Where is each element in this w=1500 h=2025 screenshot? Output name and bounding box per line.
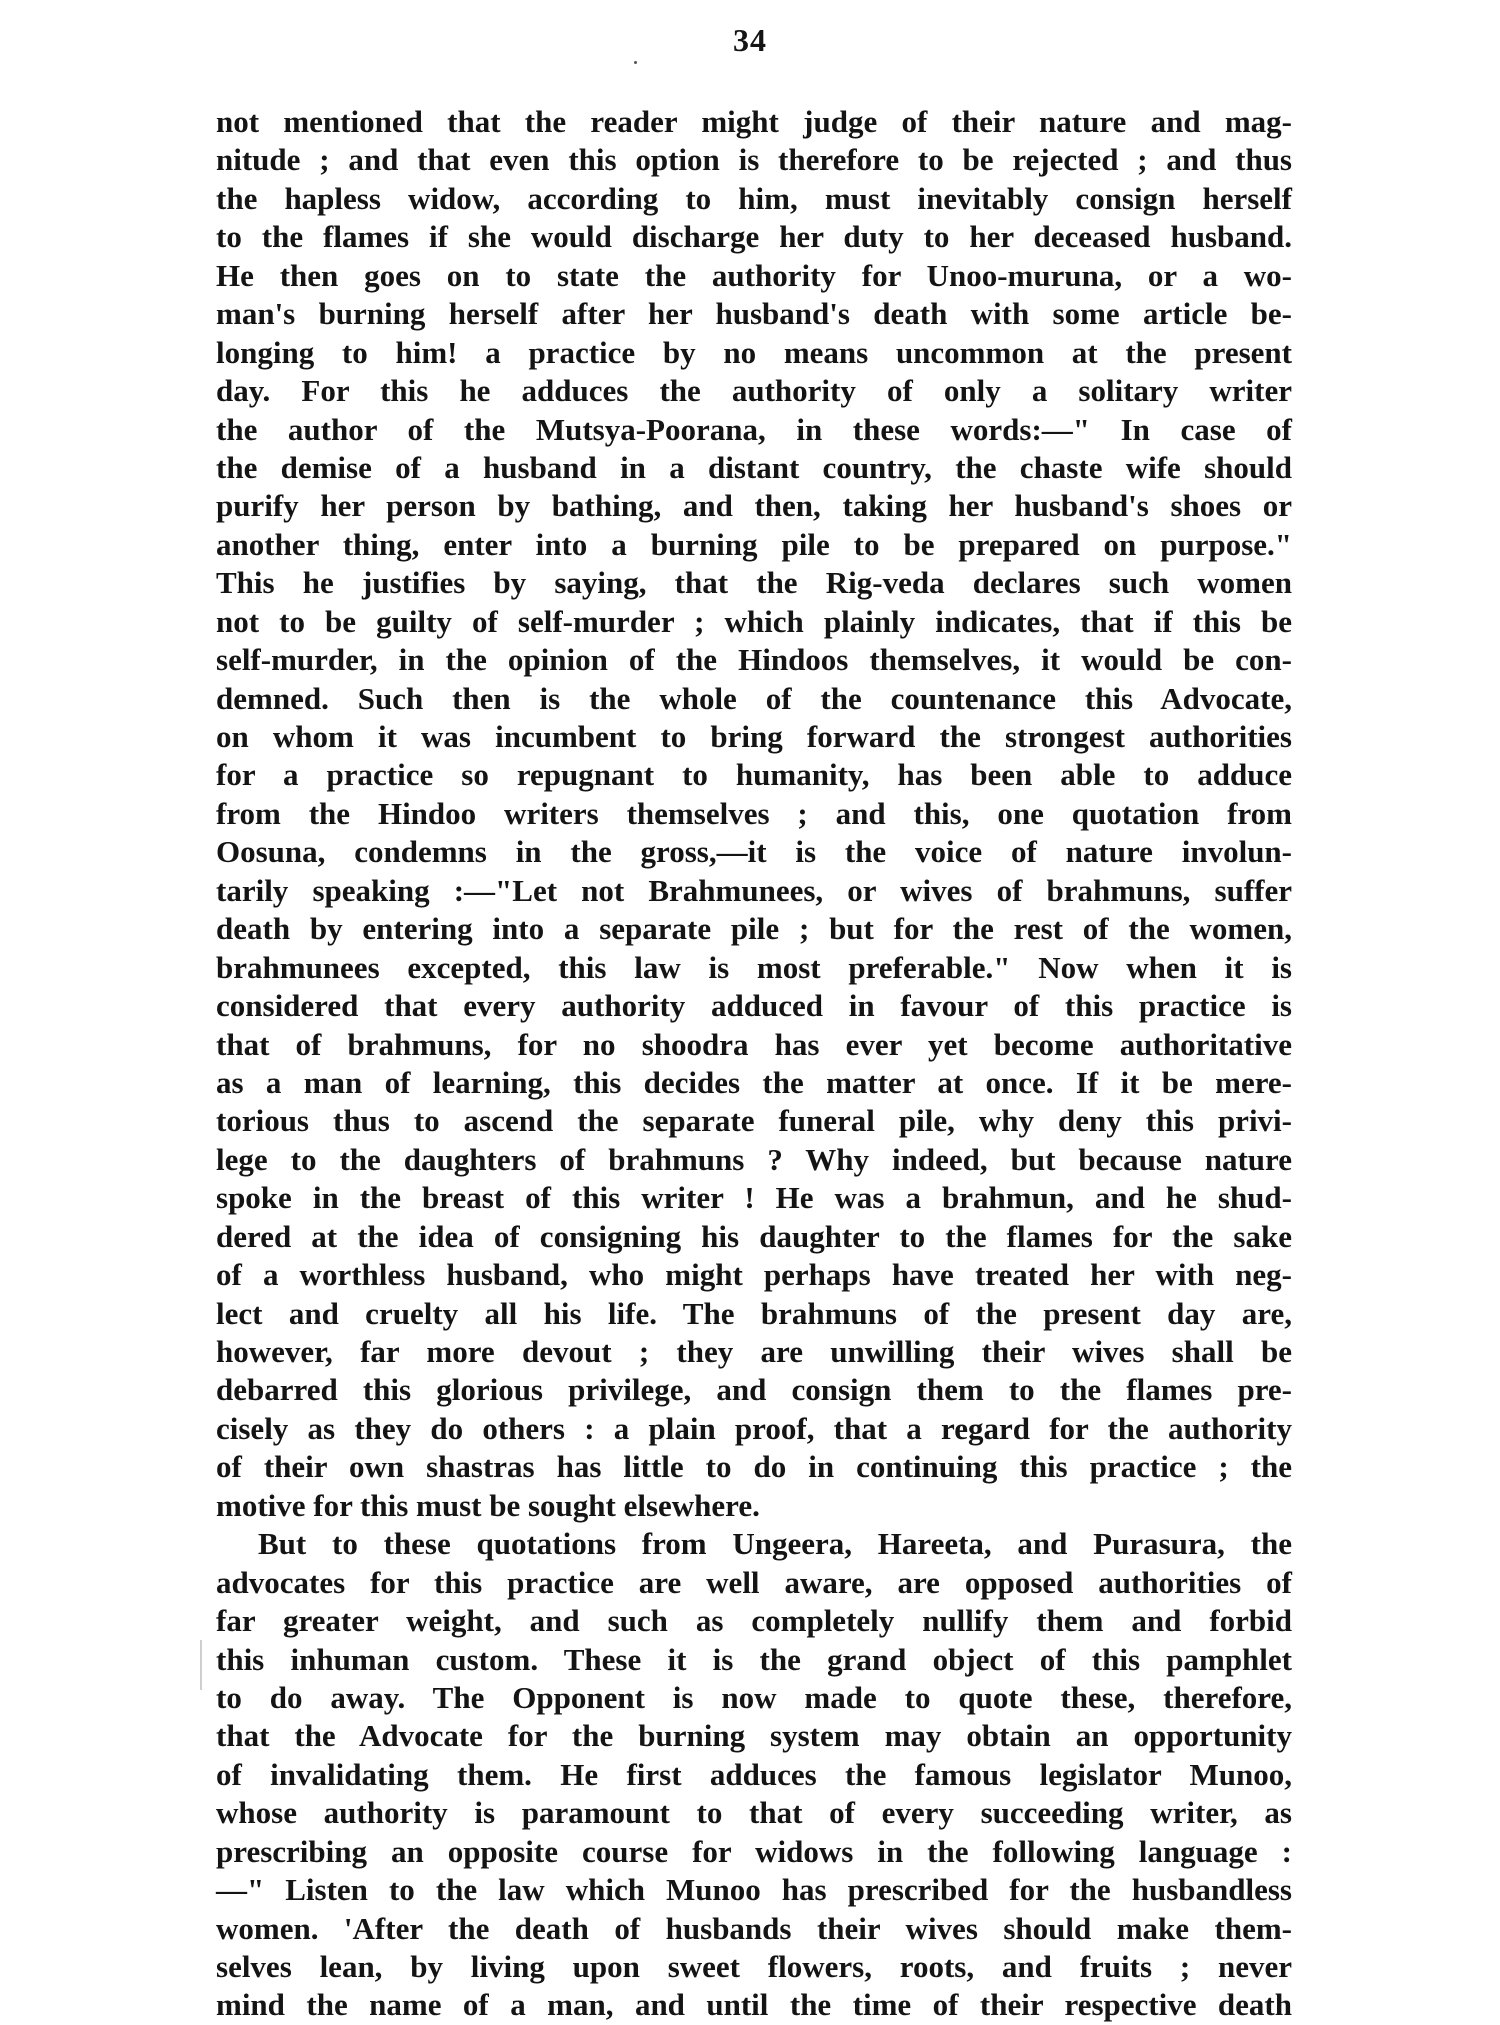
text-line: the demise of a husband in a distant country, the chaste wife should bbox=[216, 449, 1292, 485]
text-line: the hapless widow, according to him, must inevitably consign herself bbox=[216, 180, 1292, 216]
text-line: nitude ; and that even this option is therefore to be rejected ; and thus bbox=[216, 142, 1292, 178]
text-line: this inhuman custom. These it is the grand object of this pamphlet bbox=[216, 1641, 1292, 1677]
text-line: cisely as they do others : a plain proof, that a regard for the authority bbox=[216, 1410, 1292, 1446]
text-line: Oosuna, condemns in the gross,—it is the voice of nature involun- bbox=[216, 834, 1292, 870]
text-line: that the Advocate for the burning system may obtain an opportunity bbox=[216, 1718, 1292, 1754]
text-line: torious thus to ascend the separate funeral pile, why deny this privi- bbox=[216, 1103, 1292, 1139]
text-line: to the flames if she would discharge her duty to her deceased husband. bbox=[216, 219, 1292, 255]
text-line: This he justifies by saying, that the Rig-veda declares such women bbox=[216, 565, 1292, 601]
text-line: of invalidating them. He first adduces the famous legislator Munoo, bbox=[216, 1756, 1292, 1792]
text-line: mind the name of a man, and until the time of their respective death bbox=[216, 1987, 1292, 2023]
text-line: as a man of learning, this decides the matter at once. If it be mere- bbox=[216, 1064, 1292, 1100]
text-line: considered that every authority adduced in favour of this practice is bbox=[216, 988, 1292, 1024]
text-line: that of brahmuns, for no shoodra has ever yet become authoritative bbox=[216, 1026, 1292, 1062]
text-line: of a worthless husband, who might perhaps have treated her with neg- bbox=[216, 1257, 1292, 1293]
text-line: for a practice so repugnant to humanity, has been able to adduce bbox=[216, 757, 1292, 793]
text-line: —" Listen to the law which Munoo has prescribed for the husbandless bbox=[216, 1872, 1292, 1908]
text-line: dered at the idea of consigning his daughter to the flames for the sake bbox=[216, 1218, 1292, 1254]
text-line: debarred this glorious privilege, and consign them to the flames pre- bbox=[216, 1372, 1292, 1408]
text-line: far greater weight, and such as completely nullify them and forbid bbox=[216, 1603, 1292, 1639]
text-line: the author of the Mutsya-Poorana, in these words:—" In case of bbox=[216, 411, 1292, 447]
text-line: self-murder, in the opinion of the Hindoos themselves, it would be con- bbox=[216, 642, 1292, 678]
text-line: prescribing an opposite course for widows in the following language : bbox=[216, 1833, 1292, 1869]
text-line: day. For this he adduces the authority of only a solitary writer bbox=[216, 373, 1292, 409]
text-line: purify her person by bathing, and then, taking her husband's shoes or bbox=[216, 488, 1292, 524]
text-line: He then goes on to state the authority for Unoo-muruna, or a wo- bbox=[216, 257, 1292, 293]
margin-mark bbox=[200, 1640, 202, 1690]
text-line: to do away. The Opponent is now made to quote these, therefore, bbox=[216, 1679, 1292, 1715]
text-line: however, far more devout ; they are unwilling their wives shall be bbox=[216, 1334, 1292, 1369]
text-line: on whom it was incumbent to bring forward the strongest authorities bbox=[216, 719, 1292, 754]
text-line: longing to him! a practice by no means uncommon at the present bbox=[216, 334, 1292, 370]
text-line: lege to the daughters of brahmuns ? Why indeed, but because nature bbox=[216, 1141, 1292, 1177]
print-speck bbox=[634, 61, 637, 64]
text-line: advocates for this practice are well aware, are opposed authorities of bbox=[216, 1564, 1292, 1600]
text-line: motive for this must be sought elsewhere. bbox=[216, 1487, 760, 1523]
text-line: whose authority is paramount to that of every succeeding writer, as bbox=[216, 1795, 1292, 1831]
text-line: from the Hindoo writers themselves ; and this, one quotation from bbox=[216, 795, 1292, 831]
text-line: not mentioned that the reader might judge of their nature and mag- bbox=[216, 104, 1292, 139]
text-line: man's burning herself after her husband's death with some article be- bbox=[216, 296, 1292, 332]
text-line: another thing, enter into a burning pile to be prepared on purpose." bbox=[216, 526, 1292, 562]
text-line: But to these quotations from Ungeera, Hareeta, and Purasura, the bbox=[258, 1526, 1292, 1562]
text-line: of their own shastras has little to do in continuing this practice ; the bbox=[216, 1449, 1292, 1485]
text-line: not to be guilty of self-murder ; which plainly indicates, that if this be bbox=[216, 603, 1292, 639]
text-line: lect and cruelty all his life. The brahmuns of the present day are, bbox=[216, 1295, 1292, 1331]
text-line: selves lean, by living upon sweet flowers, roots, and fruits ; never bbox=[216, 1949, 1292, 1984]
text-line: tarily speaking :—"Let not Brahmunees, or wives of brahmuns, suffer bbox=[216, 872, 1292, 908]
text-line: demned. Such then is the whole of the countenance this Advocate, bbox=[216, 680, 1292, 716]
text-line: spoke in the breast of this writer ! He was a brahmun, and he shud- bbox=[216, 1180, 1292, 1216]
text-line: death by entering into a separate pile ; but for the rest of the women, bbox=[216, 911, 1292, 947]
page-number: 34 bbox=[733, 22, 767, 58]
text-line: brahmunees excepted, this law is most preferable." Now when it is bbox=[216, 949, 1292, 985]
body-text bbox=[216, 103, 1292, 2025]
text-line: women. 'After the death of husbands their wives should make them- bbox=[216, 1910, 1292, 1946]
